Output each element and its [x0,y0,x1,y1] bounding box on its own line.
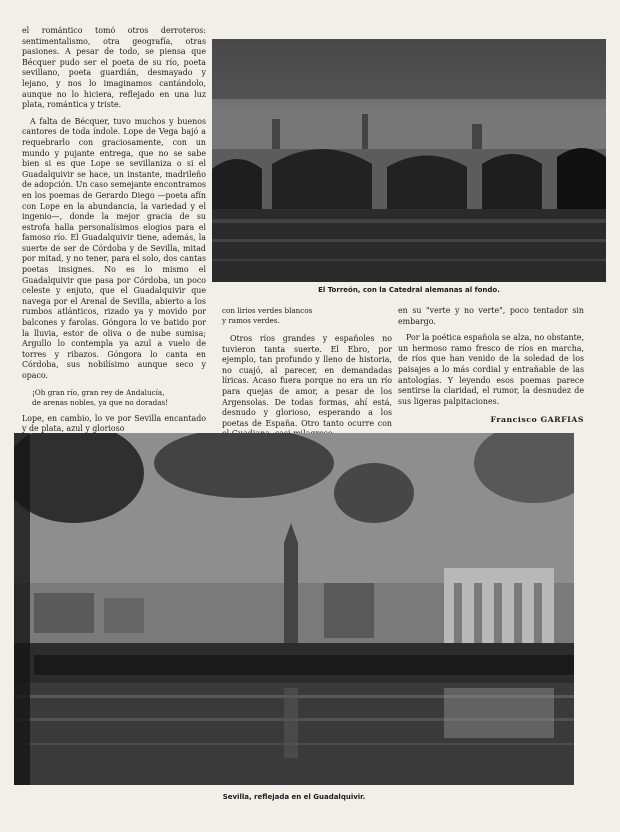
left-paragraph-2: A falta de Bécquer, tuvo muchos y buenos cantores de toda índole. Lope de Vega bajó a requebrarlo con graciosamente, con un mundo y pujante entrega, que no se sabe bien si es que Lope se sevillaniza o si el Guadalquivir se hace, un instante, madrileño de adopción. Un caso semejante encontramos en los poemas de Gerardo Diego —poeta afín con Lope en la abundancia, la variedad y el ingenio—, donde la mejor gracia de su estrofa halla personalísimos elogios para el famoso río. El Guadalquivir tiene, además, la suerte de ser de Córdoba y de Sevilla, mitad por mitad, y no tener, para el solo, dos cantas poetas insignes. No es lo mismo el Guadalquivir que pasa por Córdoba, un poco celeste y enjuto, que el Guadalquivir que navega por el Arenal de Sevilla, abierto a los rumbos atlánticos, rizado ya y movido por balcones y farolas. Góngora lo ve batido por la lluvia, estor de oliva o de nube sumisa; Argullo lo contempla ya azul a vuelo de torres y ribazos. Góngora lo canta en Córdoba, sus nobilísimo aunque seco y opaco. [22,116,206,380]
left-paragraph-1: el romántico tomó otros derroteros: sentimentalismo, otra geografía, otras pasiones. A pesar de todo, se piensa que Bécquer pudo ser el poeta de su río, poeta sevillano, poeta guardián, desmayado y lejano, y nos lo imaginamos cantándolo, aunque no lo hiciera, reflejado en una luz plata, romántica y triste. [22,26,206,110]
middle-verse: con lirios verdes blancos y ramos verdes. [222,306,313,325]
bottom-photo-seville [14,433,574,785]
top-photo-caption: El Torreón, con la Catedral alemanas al fondo. [318,286,500,294]
middle-paragraph: Otros ríos grandes y españoles no tuvieron tanta suerte. El Ebro, por ejemplo, tan profundo y lleno de historia, no cuajó, al parecer, en demandadas líricas. Acaso fuera porque no era un río para quejas de amor, a pesar de los Argensolas. De todas formas, ahí está, desnudo y glorioso, esperando a los poetas de España. Otro tanto ocurre con [222,334,392,428]
middle-column [222,306,392,446]
author-signature: Francisco GARFIAS [490,415,584,425]
right-paragraph: Por la poética española se alza, no obstante, un hermoso ramo fresco de ríos en marcha, de ríos que han venido de la soledad de los paisajes a lo más cordial y entrañable de las antologías. Y leyendo esos poemas parece sentirse la claridad, el rumor, la desnudez de sus ligeras palpitaciones. [398,333,584,406]
bridge-photo-illustration [212,39,606,282]
left-verse: ¡Oh gran río, gran rey de Andalucía, de arenas nobles, ya que no doradas! [32,387,169,407]
left-paragraph-tail: Lope, en cambio, lo ve por Sevilla encantado y de plata, azul y glorioso [22,413,206,434]
right-column [398,306,584,426]
right-verse-line: en su "verte y no verte", poco tentador sin embargo. [398,306,584,326]
left-column [22,26,206,441]
top-photo-bridge [212,39,606,282]
seville-photo-illustration [14,433,574,785]
bottom-photo-caption: Sevilla, reflejada en el Guadalquivir. [222,793,366,801]
